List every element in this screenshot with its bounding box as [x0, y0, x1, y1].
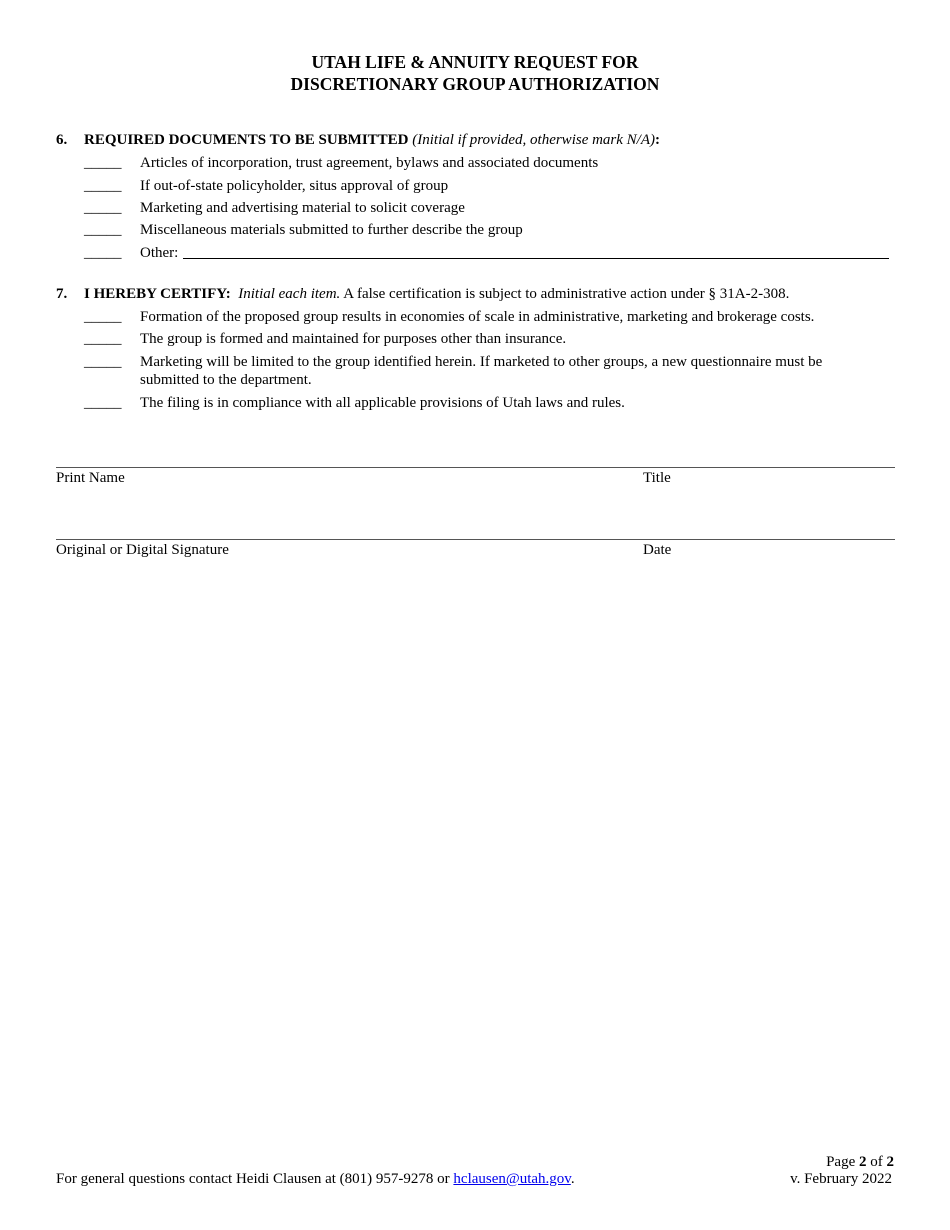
page-current: 2: [859, 1154, 867, 1170]
initial-blank[interactable]: _____: [84, 309, 122, 325]
contact-suffix: .: [570, 1171, 575, 1187]
item-text: Formation of the proposed group results in economies of scale in administrative, marketing and brokerage costs.: [140, 309, 815, 325]
section-6-title: REQUIRED DOCUMENTS TO BE SUBMITTED: [84, 132, 409, 148]
item-text: The group is formed and maintained for purposes other than insurance.: [140, 331, 567, 347]
signature-label: Original or Digital Signature: [56, 542, 229, 558]
initial-blank[interactable]: _____: [84, 178, 122, 194]
item-text: Articles of incorporation, trust agreement, bylaws and associated documents: [140, 155, 599, 171]
initial-blank[interactable]: _____: [84, 200, 122, 216]
title-line-2: DISCRETIONARY GROUP AUTHORIZATION: [290, 74, 660, 94]
initial-blank[interactable]: _____: [84, 331, 122, 347]
item-text: Marketing will be limited to the group identified herein. If marketed to other groups, a new questionnaire must be submitted to the department.: [140, 354, 823, 388]
item-text: Miscellaneous materials submitted to further describe the group: [140, 222, 523, 238]
item-text: If out-of-state policyholder, situs approval of group: [140, 178, 449, 194]
initial-blank[interactable]: _____: [84, 155, 122, 171]
print-name-label: Print Name: [56, 470, 125, 486]
section-6-colon: :: [655, 132, 661, 148]
section-7-title: I HEREBY CERTIFY:: [84, 286, 231, 302]
footer-contact: [56, 1170, 575, 1188]
print-name-title-line[interactable]: [56, 467, 895, 468]
initial-blank[interactable]: _____: [84, 395, 122, 411]
section-7-instruction: Initial each item.: [238, 286, 341, 302]
section-6-instruction: (Initial if provided, otherwise mark N/A): [412, 132, 656, 148]
signature-date-line[interactable]: [56, 539, 895, 540]
initial-blank[interactable]: _____: [84, 245, 122, 261]
contact-text: For general questions contact Heidi Clausen at (801) 957-9278 or: [56, 1171, 454, 1187]
item-text: Marketing and advertising material to solicit coverage: [140, 200, 465, 216]
initial-blank[interactable]: _____: [84, 354, 122, 370]
date-label: Date: [643, 542, 672, 558]
other-input-line[interactable]: [183, 258, 889, 259]
initial-blank[interactable]: _____: [84, 222, 122, 238]
page-number: [826, 1153, 894, 1171]
version-label: v. February 2022: [790, 1171, 892, 1187]
document-title: [0, 51, 950, 95]
section-7-note: A false certification is subject to administrative action under § 31A-2-308.: [343, 286, 790, 302]
item-text-other: Other:: [140, 245, 179, 261]
section-6-heading: [56, 131, 660, 149]
section-6-number: 6.: [56, 132, 68, 148]
title-line-1: UTAH LIFE & ANNUITY REQUEST FOR: [311, 52, 639, 72]
page-of: of: [866, 1154, 887, 1170]
page-total: 2: [886, 1154, 894, 1170]
section-7-number: 7.: [56, 286, 68, 302]
title-label: Title: [643, 470, 671, 486]
section-7-heading: [56, 285, 789, 303]
contact-email-link[interactable]: hclausen@utah.gov: [453, 1171, 571, 1187]
item-text: The filing is in compliance with all applicable provisions of Utah laws and rules.: [140, 395, 625, 411]
page-prefix: Page: [826, 1154, 859, 1170]
